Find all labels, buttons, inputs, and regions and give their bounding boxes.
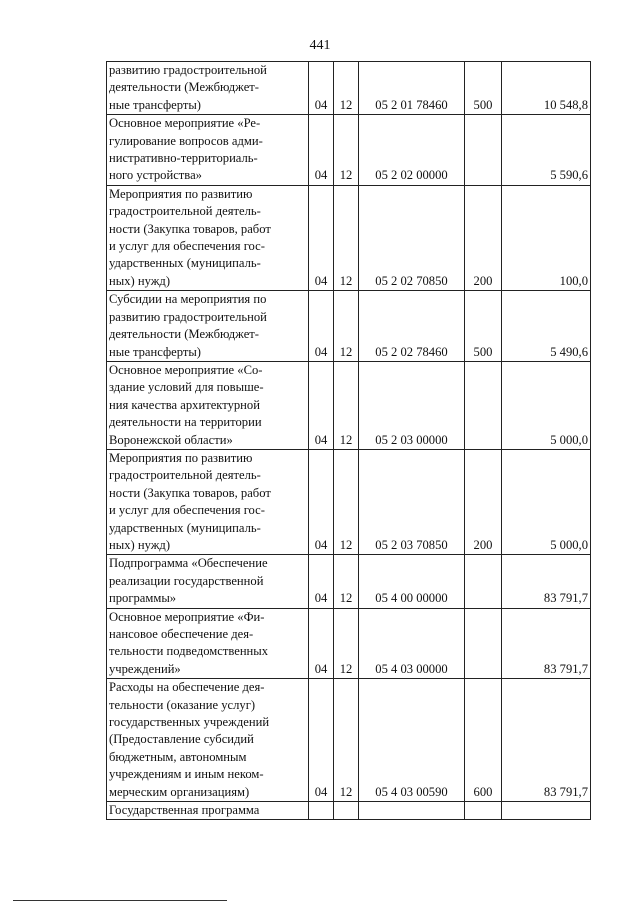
- row-section: 04: [309, 62, 334, 115]
- row-subsection: [334, 802, 359, 820]
- row-name: Государственная программа: [107, 802, 309, 820]
- row-section: 04: [309, 291, 334, 362]
- table-row: [107, 555, 591, 608]
- row-expense-type: [465, 115, 502, 186]
- row-name: Подпрограмма «Обеспечение реализации государственной программы»: [107, 555, 309, 608]
- row-expense-type: 600: [465, 679, 502, 802]
- row-section: [309, 802, 334, 820]
- row-name: Субсидии на мероприятия по развитию градостроительной деятельности (Межбюджет- ные трансферты): [107, 291, 309, 362]
- row-amount: 100,0: [502, 185, 591, 290]
- row-subsection: 12: [334, 608, 359, 679]
- row-amount: 83 791,7: [502, 679, 591, 802]
- row-section: 04: [309, 115, 334, 186]
- table-row: [107, 449, 591, 554]
- row-expense-type: 500: [465, 291, 502, 362]
- row-subsection: 12: [334, 62, 359, 115]
- row-section: 04: [309, 555, 334, 608]
- row-target-code: 05 2 03 70850: [359, 449, 465, 554]
- row-subsection: 12: [334, 449, 359, 554]
- row-amount: 83 791,7: [502, 608, 591, 679]
- budget-table: [106, 61, 591, 820]
- row-section: 04: [309, 361, 334, 449]
- row-expense-type: [465, 608, 502, 679]
- table-row: [107, 62, 591, 115]
- row-name: развитию градостроительной деятельности (Межбюджет- ные трансферты): [107, 62, 309, 115]
- row-amount: 5 000,0: [502, 449, 591, 554]
- row-amount: 83 791,7: [502, 555, 591, 608]
- row-amount: 10 548,8: [502, 62, 591, 115]
- row-subsection: 12: [334, 679, 359, 802]
- row-subsection: 12: [334, 555, 359, 608]
- row-expense-type: [465, 361, 502, 449]
- table-row: [107, 679, 591, 802]
- row-name: Основное мероприятие «Со- здание условий для повыше- ния качества архитектурной деятельности на территории Воронежской области»: [107, 361, 309, 449]
- row-subsection: 12: [334, 361, 359, 449]
- row-target-code: 05 2 02 00000: [359, 115, 465, 186]
- row-target-code: 05 2 02 70850: [359, 185, 465, 290]
- table-row: [107, 185, 591, 290]
- table-row: [107, 802, 591, 820]
- row-section: 04: [309, 185, 334, 290]
- row-section: 04: [309, 608, 334, 679]
- row-expense-type: [465, 555, 502, 608]
- table-row: [107, 291, 591, 362]
- row-name: Расходы на обеспечение дея- тельности (оказание услуг) государственных учреждений (Предоставление субсидий бюджетным, автономным учреждениям и иным неком- мерческим организациям): [107, 679, 309, 802]
- page-number: 441: [309, 38, 331, 53]
- row-amount: 5 490,6: [502, 291, 591, 362]
- row-amount: 5 000,0: [502, 361, 591, 449]
- row-expense-type: 200: [465, 449, 502, 554]
- row-name: Мероприятия по развитию градостроительной деятель- ности (Закупка товаров, работ и услуг для обеспечения гос- ударственных (муниципаль- ных) нужд): [107, 449, 309, 554]
- row-amount: [502, 802, 591, 820]
- row-section: 04: [309, 679, 334, 802]
- footnote-divider: [13, 900, 227, 901]
- row-subsection: 12: [334, 185, 359, 290]
- row-subsection: 12: [334, 115, 359, 186]
- table-row: [107, 115, 591, 186]
- row-expense-type: 500: [465, 62, 502, 115]
- row-expense-type: [465, 802, 502, 820]
- row-name: Основное мероприятие «Ре- гулирование вопросов адми- нистративно-территориаль- ного устройства»: [107, 115, 309, 186]
- row-target-code: 05 2 02 78460: [359, 291, 465, 362]
- row-name: Основное мероприятие «Фи- нансовое обеспечение дея- тельности подведомственных учреждений»: [107, 608, 309, 679]
- row-target-code: 05 2 01 78460: [359, 62, 465, 115]
- row-target-code: 05 4 03 00590: [359, 679, 465, 802]
- table-row: [107, 361, 591, 449]
- row-target-code: 05 4 00 00000: [359, 555, 465, 608]
- row-target-code: 05 2 03 00000: [359, 361, 465, 449]
- row-name: Мероприятия по развитию градостроительной деятель- ности (Закупка товаров, работ и услуг для обеспечения гос- ударственных (муниципаль- ных) нужд): [107, 185, 309, 290]
- row-target-code: [359, 802, 465, 820]
- row-expense-type: 200: [465, 185, 502, 290]
- row-subsection: 12: [334, 291, 359, 362]
- row-amount: 5 590,6: [502, 115, 591, 186]
- table-row: [107, 608, 591, 679]
- row-section: 04: [309, 449, 334, 554]
- row-target-code: 05 4 03 00000: [359, 608, 465, 679]
